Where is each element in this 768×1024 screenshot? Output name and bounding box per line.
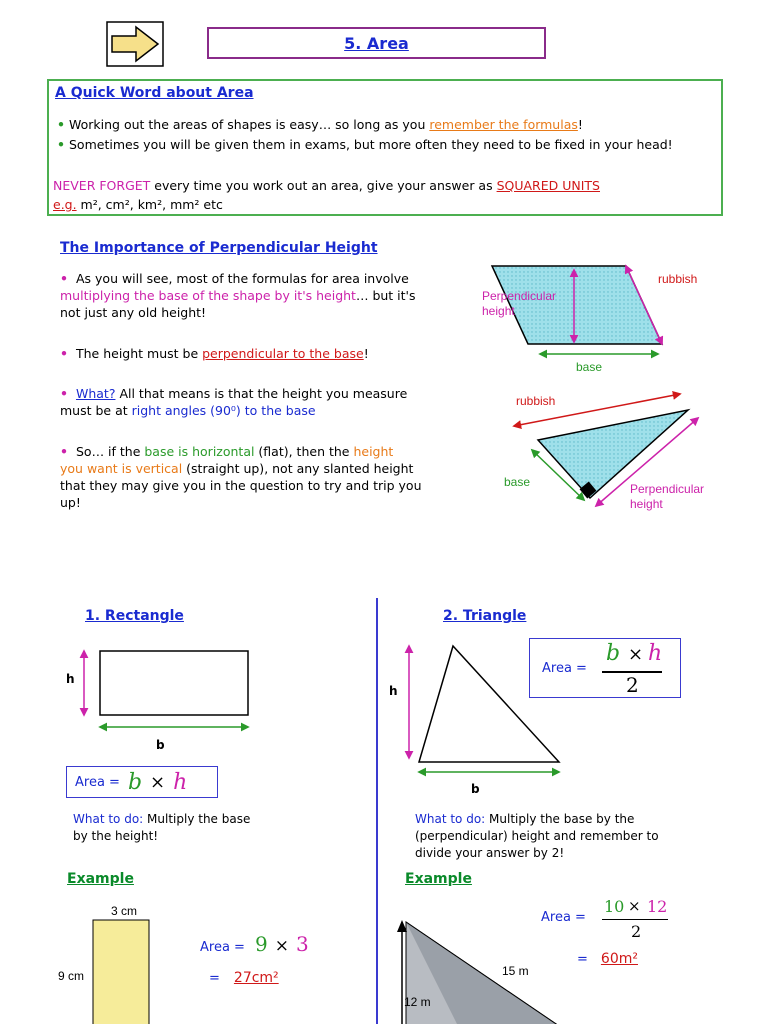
para-rubbish-label: rubbish: [658, 272, 698, 286]
para-base-label: base: [576, 360, 603, 374]
perp-paragraph-1: • As you will see, most of the formulas for area involve multiplying the base of the shape by it's height… but it's not just any old height!: [60, 271, 416, 320]
para-height-label: height: [482, 304, 515, 318]
tri-example-15-label: 15 m: [502, 964, 529, 978]
rect-example-answer: = 27cm²: [209, 970, 279, 986]
para-perp-label: Perpendicular: [482, 289, 557, 303]
quick-word-heading: A Quick Word about Area: [55, 85, 254, 101]
tri-example-calc: Area = 10 × 12 2: [541, 897, 668, 941]
rect-example-shape: [93, 920, 149, 1024]
perp-paragraph-4: • So… if the base is horizontal (flat), then the height you want is vertical (straight up), not any slanted height that they may give you in the question to try and trip you up!: [60, 444, 422, 510]
rect-example-side-label: 9 cm: [58, 969, 85, 983]
tri-formula-box: Area = b × h 2: [529, 638, 681, 698]
tri-heading: 2. Triangle: [443, 608, 527, 624]
page-title-box: [207, 27, 546, 59]
quick-word-bullet-2: • Sometimes you will be given them in exams, but more often they need to be fixed in your head!: [57, 137, 673, 152]
parallelogram-diagram: [478, 258, 718, 378]
triangle-perp-diagram: [500, 388, 730, 516]
tri-height-label: height: [630, 497, 663, 511]
rect-b-label: b: [156, 738, 165, 752]
rect-formula-box: Area = b × h: [66, 766, 218, 798]
tri-b-label: b: [471, 782, 480, 796]
tri-rubbish-label: rubbish: [516, 394, 556, 408]
arrow-right-icon: [106, 21, 164, 67]
rect-example-heading: Example: [67, 871, 134, 887]
perp-paragraph-3: • What? All that means is that the height you measure must be at right angles (90⁰) to the base: [60, 386, 408, 418]
perp-paragraph-2: • The height must be perpendicular to the base!: [60, 346, 369, 361]
column-divider: [376, 598, 378, 1024]
rect-h-label: h: [66, 672, 75, 686]
rect-example-diagram: [55, 902, 185, 1024]
rect-example-top-label: 3 cm: [111, 904, 138, 918]
rect-what-to-do: What to do: Multiply the base by the height!: [73, 812, 251, 843]
tri-example-answer: = 60m²: [577, 951, 638, 967]
perp-heading: The Importance of Perpendicular Height: [60, 240, 378, 256]
rect-shape: [100, 651, 248, 715]
quick-word-examples: e.g. m², cm², km², mm² etc: [53, 197, 223, 212]
rect-heading: 1. Rectangle: [85, 608, 184, 624]
tri-what-to-do: What to do: Multiply the base by the (perpendicular) height and remember to divide your answer by 2!: [415, 812, 659, 860]
rect-diagram: [62, 645, 262, 757]
tri-base-label: base: [504, 475, 531, 489]
tri-example-12-label: 12 m: [404, 995, 431, 1009]
quick-word-never-forget: NEVER FORGET every time you work out an area, give your answer as SQUARED UNITS: [53, 178, 600, 193]
quick-word-bullet-1: • Working out the areas of shapes is easy… so long as you remember the formulas!: [57, 117, 583, 132]
rect-example-calc: Area = 9 × 3: [200, 932, 309, 956]
page-title: 5. Area: [344, 33, 409, 53]
tri-example-heading: Example: [405, 871, 472, 887]
parallelogram-shape: [492, 266, 662, 344]
tri-h-label: h: [389, 684, 398, 698]
tri-perp-label: Perpendicular: [630, 482, 705, 496]
